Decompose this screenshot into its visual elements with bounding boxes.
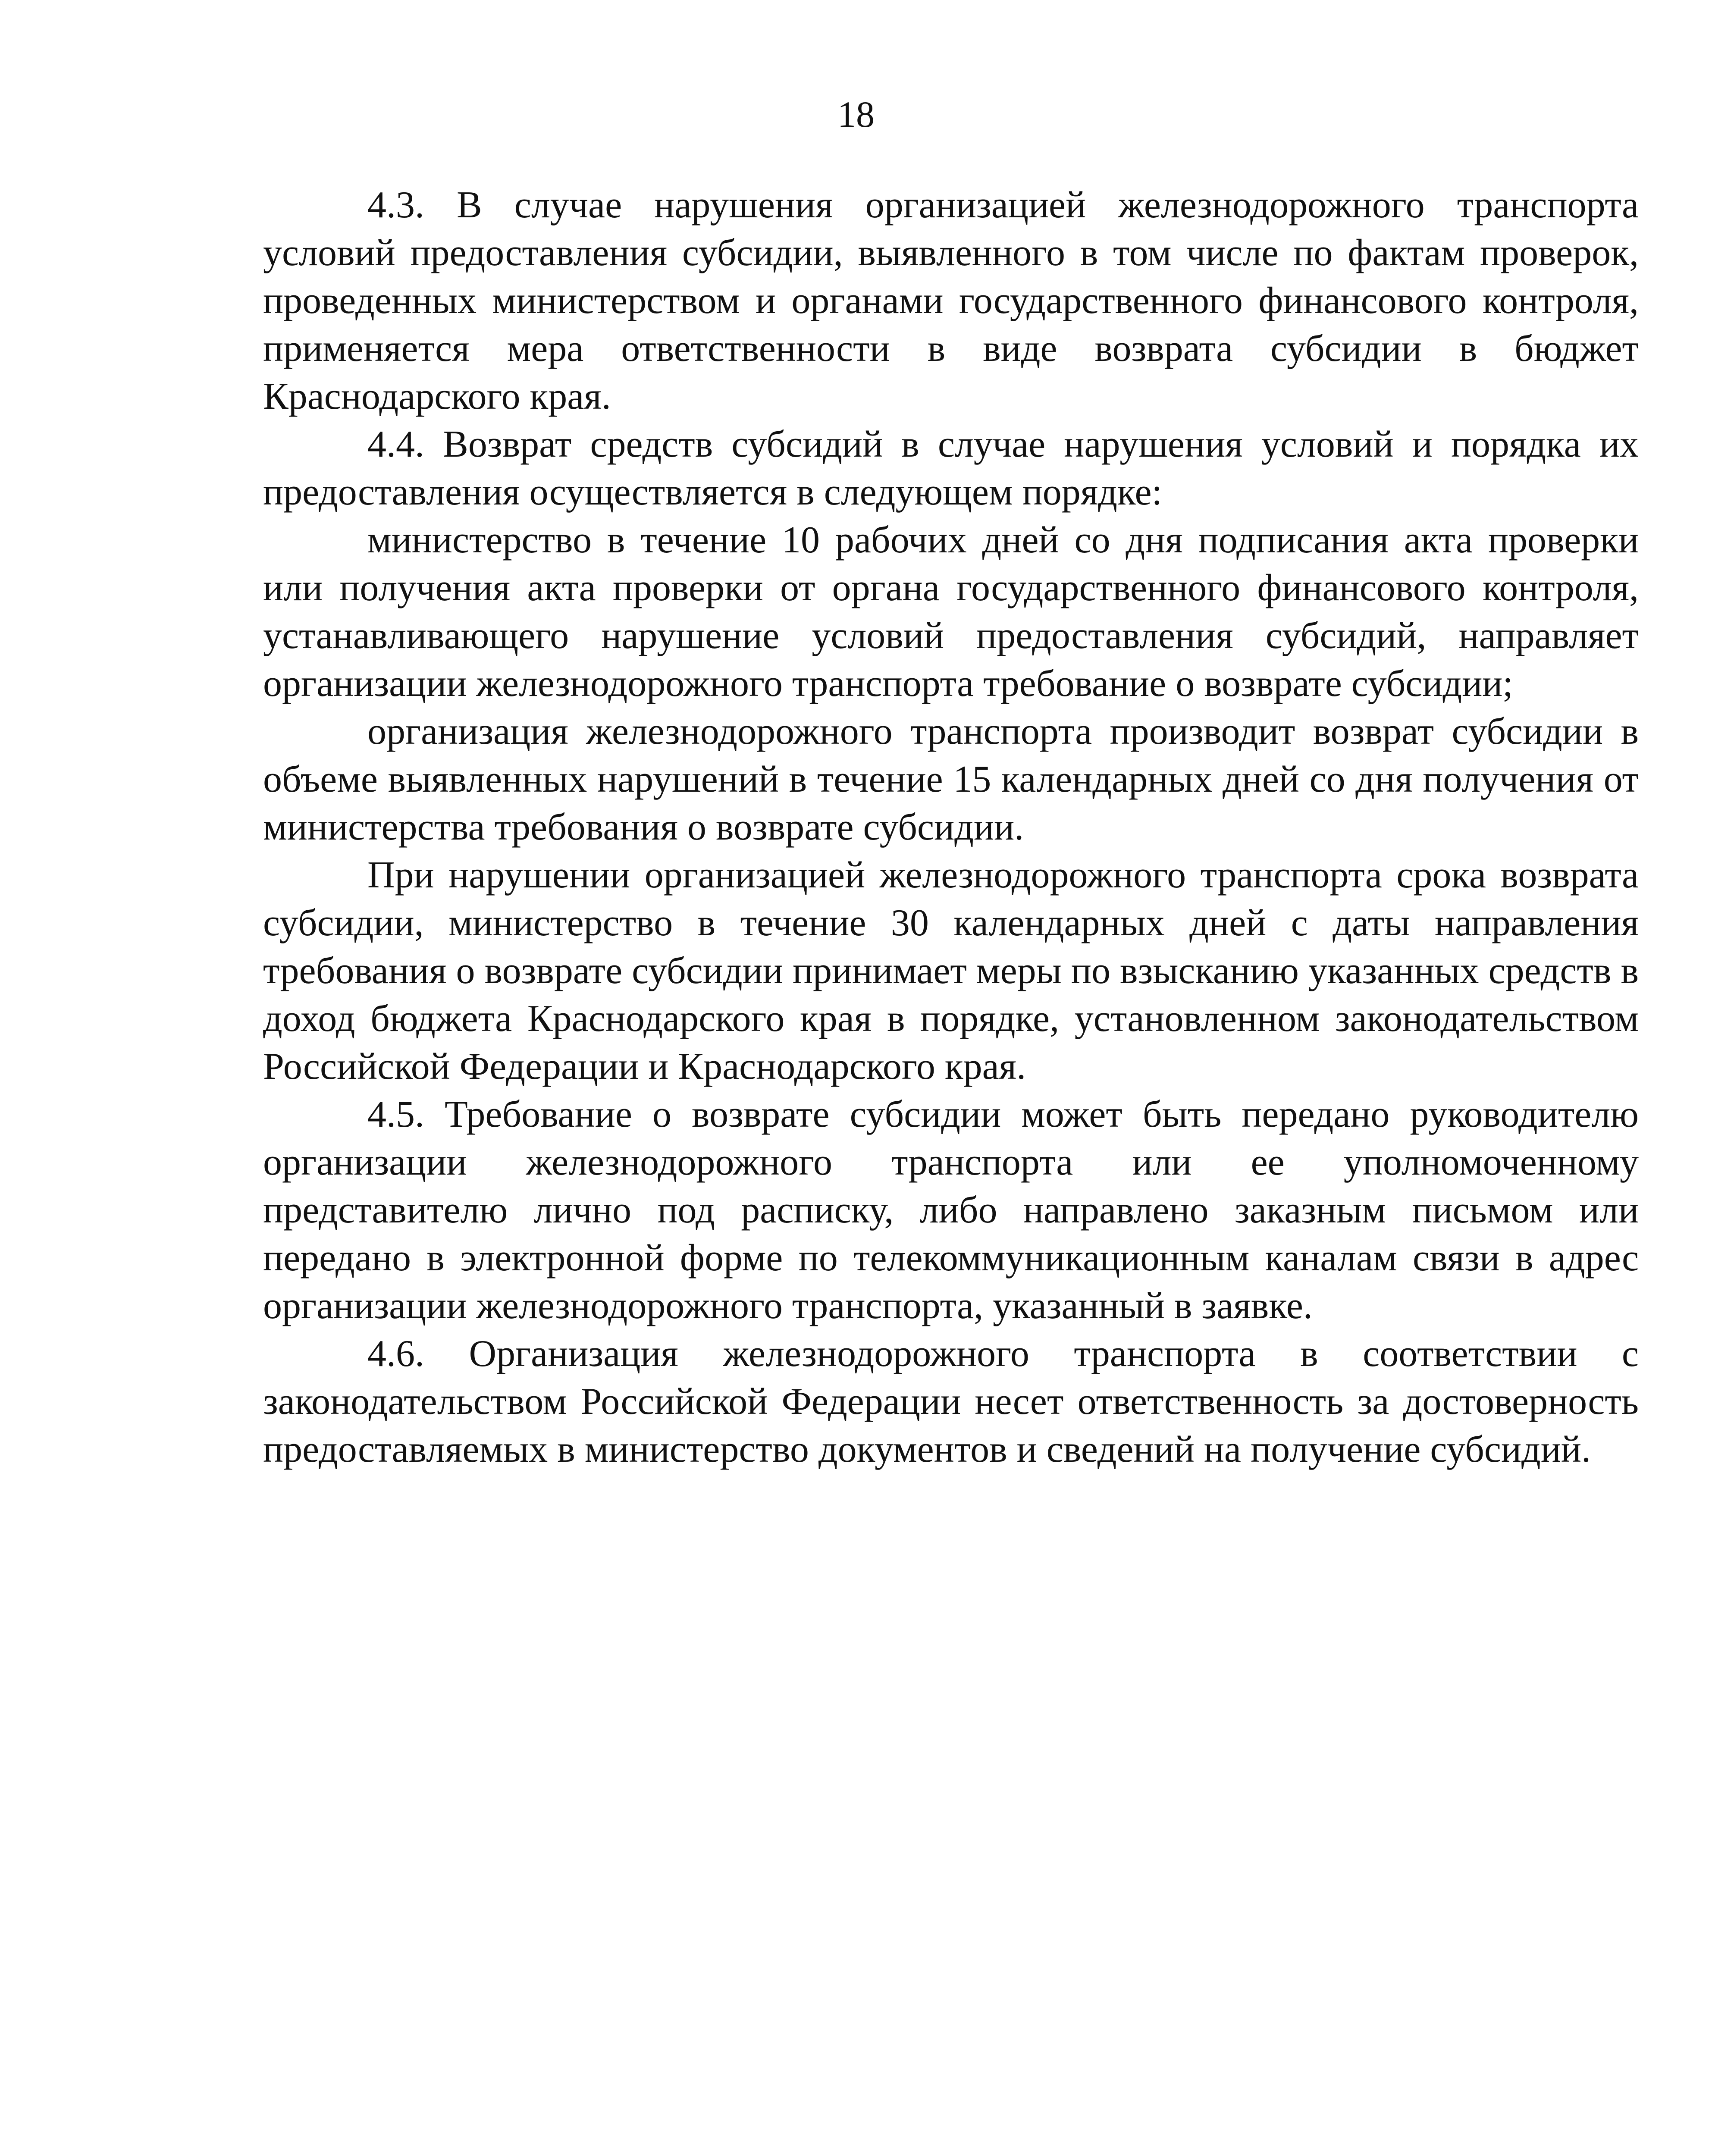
- paragraph-4-5: 4.5. Требование о возврате субсидии может быть передано руководителю организации железнодорожного транспорта или ее уполномоченному представителю лично под расписку, либо направлено заказным письмом или передано в электронной форме по телекоммуникационным каналам связи в адрес организации железнодорожного транспорта, указанный в заявке.: [263, 1094, 1639, 1327]
- paragraph-4-4-violation: При нарушении организацией железнодорожного транспорта срока возврата субсидии, министерство в течение 30 календарных дней с даты направления требования о возврате субсидии принимает меры по взысканию указанных средств в доход бюджета Краснодарского края в порядке, установленном законодательством Российской Федерации и Краснодарского края.: [263, 854, 1639, 1087]
- document-body: [263, 181, 1639, 1473]
- paragraph-4-4-ministry-step: министерство в течение 10 рабочих дней со дня подписания акта проверки или получения акта проверки от органа государственного финансового контроля, устанавливающего нарушение условий предоставления субсидий, направляет организации железнодорожного транспорта требование о возврате субсидии;: [263, 519, 1639, 705]
- paragraph-4-3: 4.3. В случае нарушения организацией железнодорожного транспорта условий предоставления субсидии, выявленного в том числе по фактам проверок, проведенных министерством и органами государственного финансового контроля, применяется мера ответственности в виде возврата субсидии в бюджет Краснодарского края.: [263, 184, 1639, 417]
- paragraph-4-6: 4.6. Организация железнодорожного транспорта в соответствии с законодательством Российской Федерации несет ответственность за достоверность предоставляемых в министерство документов и сведений на получение субсидий.: [263, 1333, 1639, 1470]
- paragraph-4-4-organization-step: организация железнодорожного транспорта производит возврат субсидии в объеме выявленных нарушений в течение 15 календарных дней со дня получения от министерства требования о возврате субсидии.: [263, 711, 1639, 848]
- page-number: 18: [837, 94, 875, 135]
- paragraph-4-4: 4.4. Возврат средств субсидий в случае нарушения условий и порядка их предоставления осуществляется в следующем порядке:: [263, 423, 1639, 513]
